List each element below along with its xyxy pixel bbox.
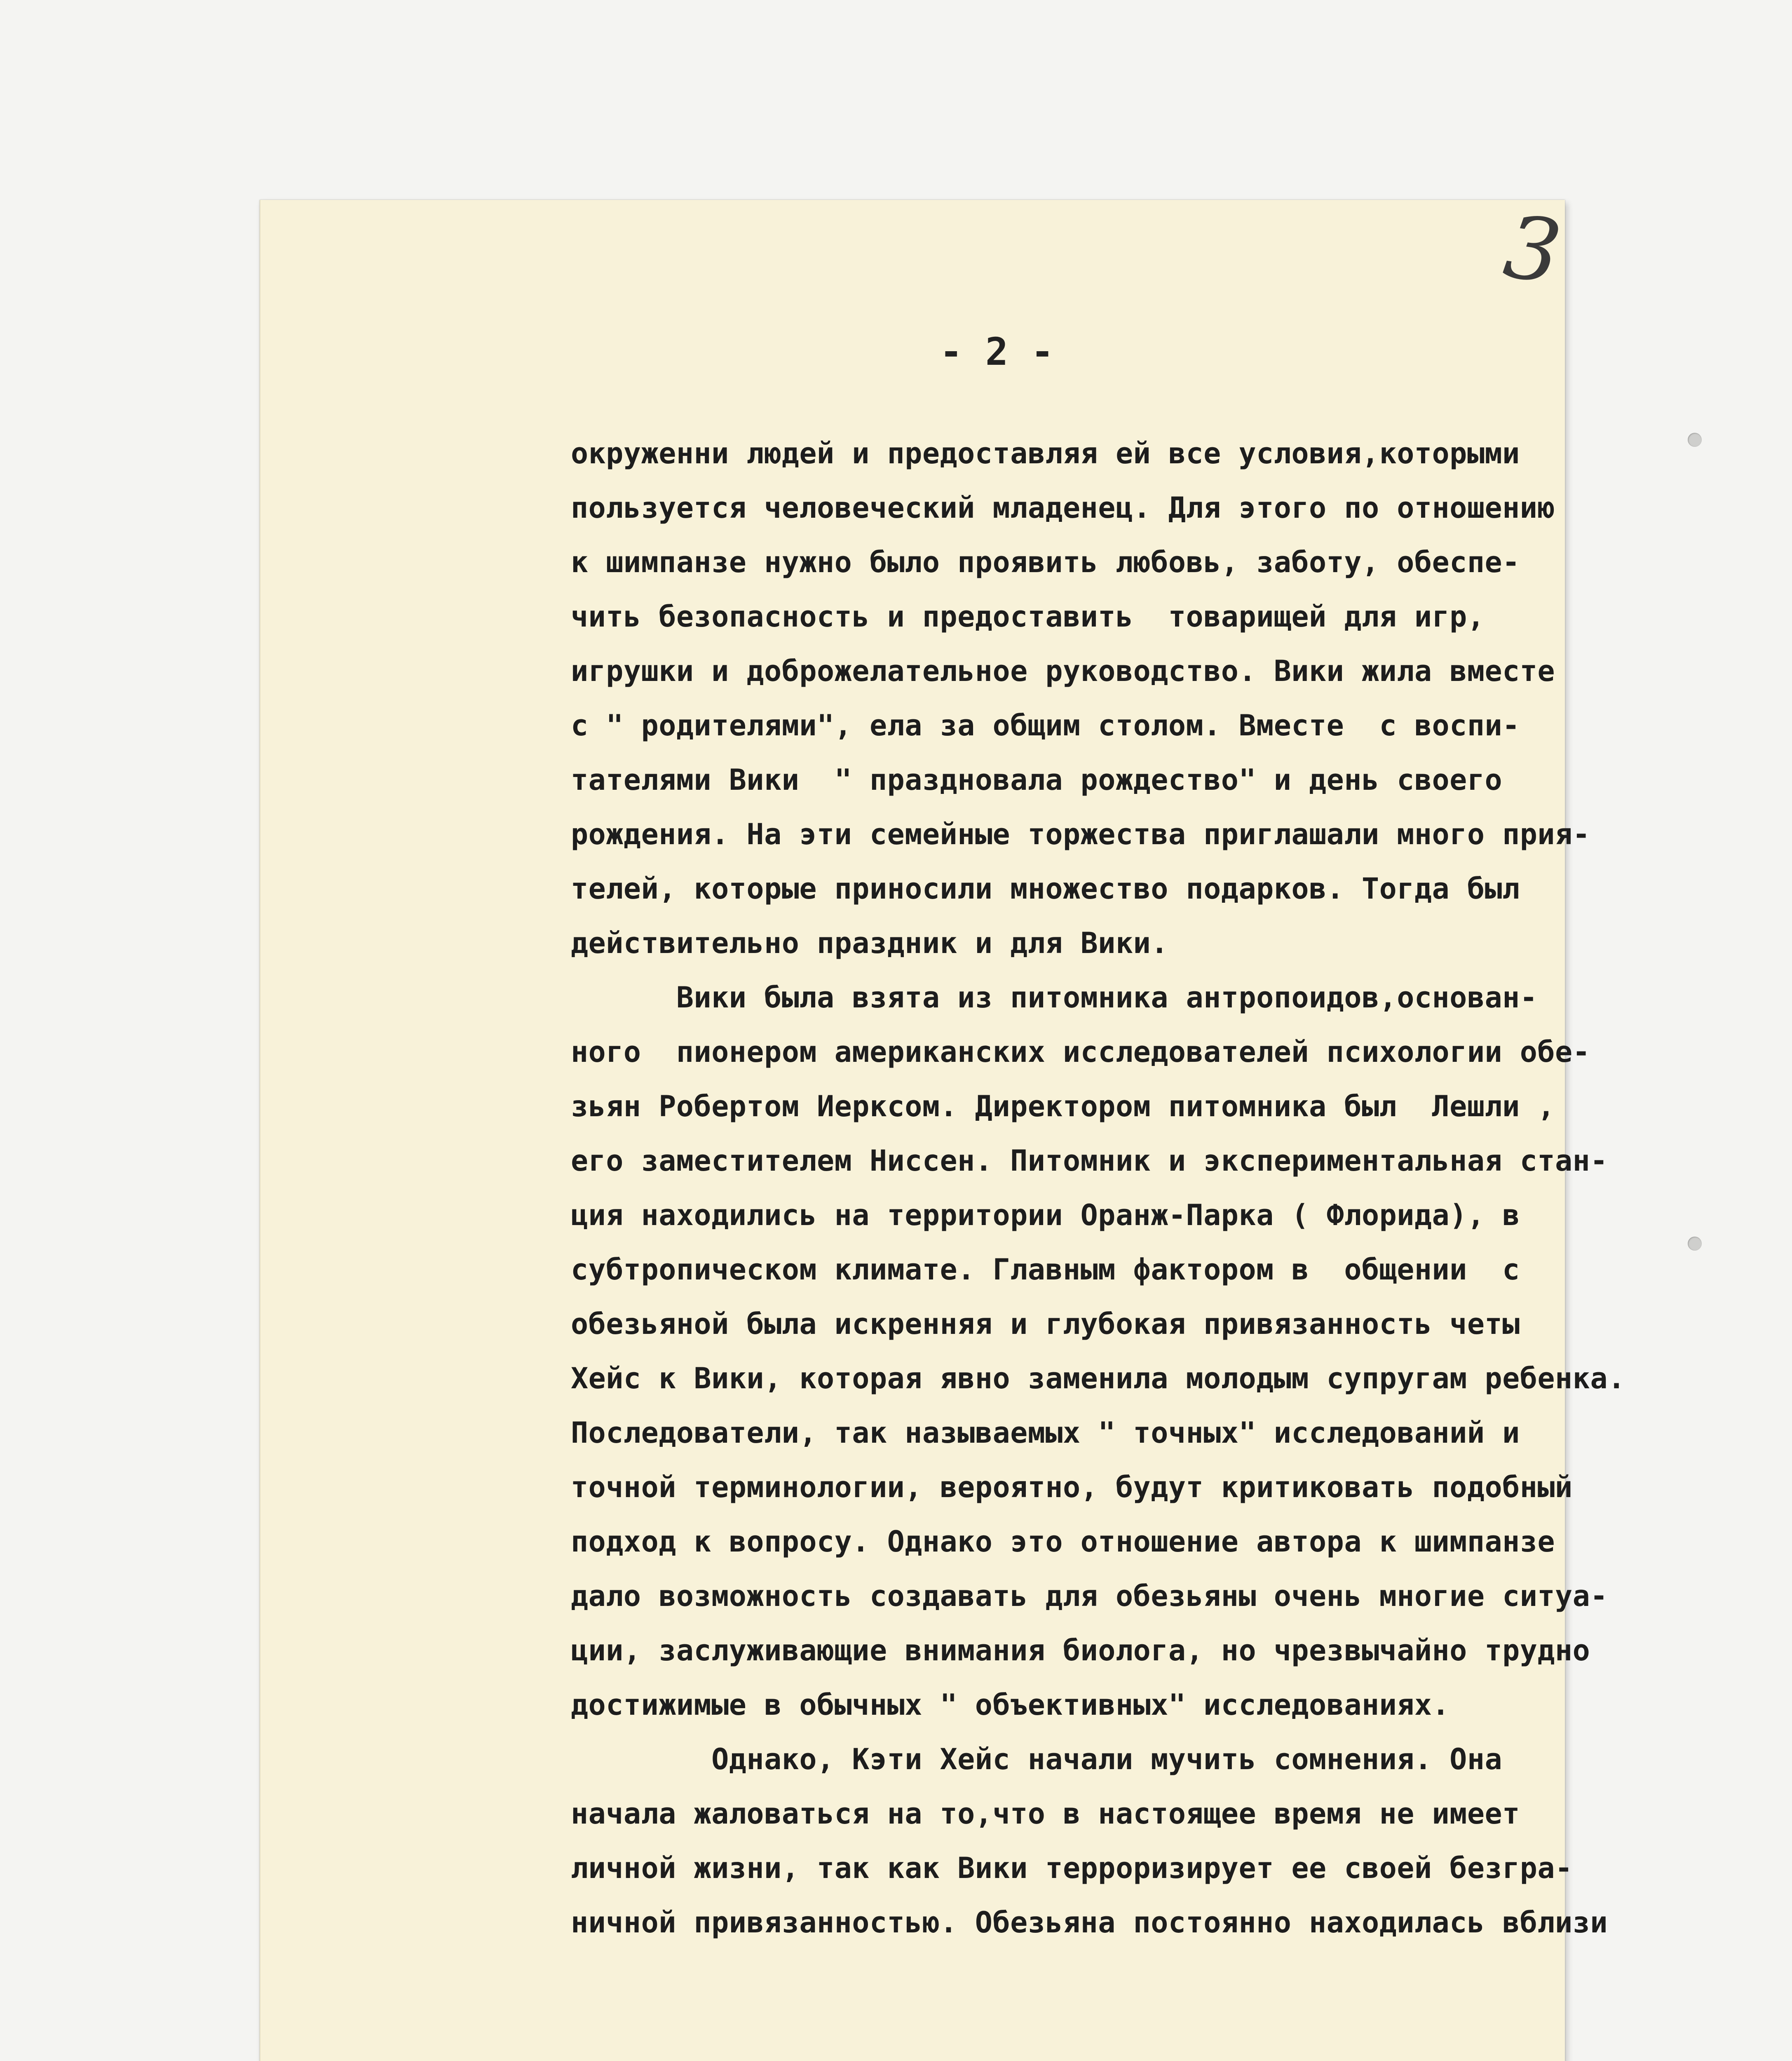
body-text-line: подход к вопросу. Однако это отношение автора к шимпанзе bbox=[571, 1525, 1555, 1559]
body-text-line: чить безопасность и предоставить товарищей для игр, bbox=[571, 600, 1485, 634]
body-text-line: личной жизни, так как Вики терроризирует ее своей безгра- bbox=[571, 1851, 1573, 1885]
body-text-line: с " родителями", ела за общим столом. Вместе с воспи- bbox=[571, 709, 1520, 742]
binder-hole bbox=[1688, 433, 1702, 447]
body-text-line: дало возможность создавать для обезьяны очень многие ситуа- bbox=[571, 1579, 1608, 1613]
handwritten-folio-number: 3 bbox=[1498, 196, 1567, 304]
body-text-line: действительно праздник и для Вики. bbox=[571, 926, 1168, 960]
body-text-line: начала жаловаться на то,что в настоящее время не имеет bbox=[571, 1797, 1520, 1831]
body-text-line: ного пионером американских исследователей психологии обе- bbox=[571, 1035, 1590, 1069]
document-page bbox=[260, 196, 1567, 2061]
body-text-line: окруженни людей и предоставляя ей все условия,которыми bbox=[571, 437, 1520, 470]
body-text-line: достижимые в обычных " объективных" исследованиях. bbox=[571, 1688, 1450, 1722]
body-text-line: зьян Робертом Иерксом. Директором питомника был Лешли , bbox=[571, 1089, 1555, 1123]
body-text-line: пользуется человеческий младенец. Для этого по отношению bbox=[571, 491, 1555, 525]
body-text-line: ция находились на территории Оранж-Парка ( Флорида), в bbox=[571, 1198, 1520, 1232]
binder-hole bbox=[1688, 1237, 1702, 1251]
body-text-line: точной терминологии, вероятно, будут критиковать подобный bbox=[571, 1470, 1573, 1504]
body-text-line: к шимпанзе нужно было проявить любовь, заботу, обеспе- bbox=[571, 545, 1520, 579]
page-number: - 2 - bbox=[940, 330, 1054, 374]
body-text-line: ции, заслуживающие внимания биолога, но чрезвычайно трудно bbox=[571, 1634, 1590, 1667]
body-text-line: телей, которые приносили множество подарков. Тогда был bbox=[571, 872, 1520, 906]
body-text-line: обезьяной была искренняя и глубокая привязанность четы bbox=[571, 1307, 1520, 1341]
body-text-line: игрушки и доброжелательное руководство. Вики жила вместе bbox=[571, 654, 1555, 688]
body-text-line: Хейс к Вики, которая явно заменила молодым супругам ребенка. bbox=[571, 1361, 1625, 1395]
body-text-line: Однако, Кэти Хейс начали мучить сомнения. Она bbox=[571, 1742, 1503, 1776]
body-text-line: субтропическом климате. Главным фактором в общении с bbox=[571, 1253, 1520, 1286]
body-text-line: Вики была взята из питомника антропоидов,основан- bbox=[571, 981, 1538, 1014]
body-text-line: рождения. На эти семейные торжества приглашали много прия- bbox=[571, 817, 1590, 851]
body-text-line: Последователи, так называемых " точных" исследований и bbox=[571, 1416, 1520, 1450]
body-text-line: ничной привязанностью. Обезьяна постоянно находилась вблизи bbox=[571, 1906, 1608, 1939]
body-text-line: его заместителем Ниссен. Питомник и экспериментальная стан- bbox=[571, 1144, 1608, 1178]
body-text-line: тателями Вики " праздновала рождество" и день своего bbox=[571, 763, 1503, 797]
